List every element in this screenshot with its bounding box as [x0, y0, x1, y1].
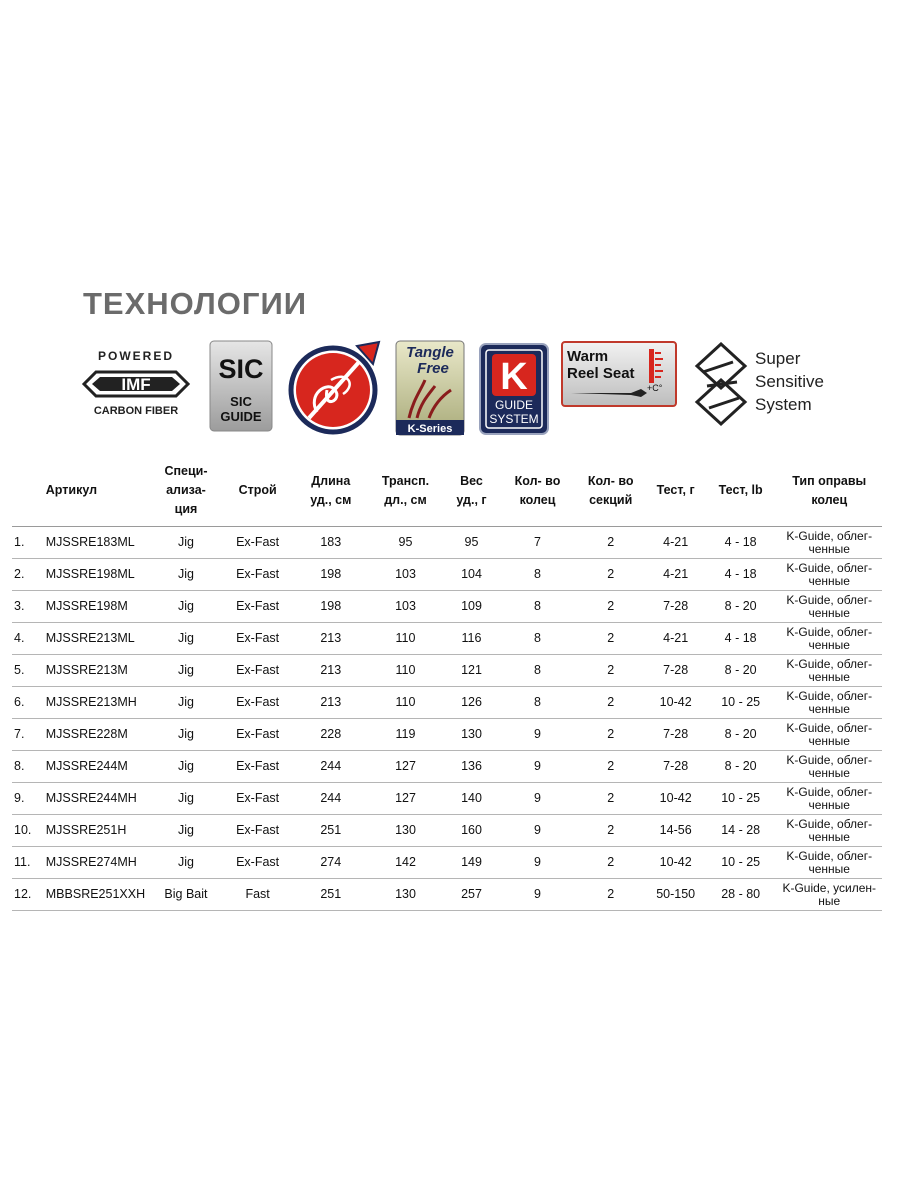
sss-line1-text: Super: [755, 349, 801, 368]
cell-weight: 160: [443, 815, 500, 847]
table-body: [12, 527, 882, 911]
cell-test-lb: 4 - 18: [705, 559, 777, 591]
rod-circle-logo: [287, 340, 382, 435]
kguide-line2-text: SYSTEM: [489, 412, 539, 426]
guide-type-text: ные: [818, 893, 841, 908]
cell-sections: 2: [575, 559, 647, 591]
cell-weight: 121: [443, 655, 500, 687]
cell-transport-length: 130: [368, 879, 443, 911]
cell-rings: 8: [500, 655, 575, 687]
imf-mid-text: IMF: [121, 375, 151, 394]
cell-guide-type: [776, 591, 882, 623]
cell-weight: 136: [443, 751, 500, 783]
header-col-article: [46, 455, 150, 527]
table-row: [12, 687, 882, 719]
cell-rings: 8: [500, 687, 575, 719]
cell-row-number: 8.: [12, 751, 46, 783]
guide-type-text: K-Guide, облег-: [786, 720, 873, 735]
cell-length: 228: [293, 719, 368, 751]
tangle-line2-text: Free: [417, 360, 449, 377]
cell-length: 213: [293, 655, 368, 687]
cell-test-g: 7-28: [647, 719, 705, 751]
cell-weight: 130: [443, 719, 500, 751]
cell-test-lb: 8 - 20: [705, 591, 777, 623]
header-col-weight: [443, 455, 500, 527]
cell-article: MJSSRE198M: [46, 591, 150, 623]
header-col-test-lb: [705, 455, 777, 527]
cell-row-number: 3.: [12, 591, 46, 623]
guide-type-text: ченные: [808, 541, 850, 556]
header-text: Тест, г: [656, 483, 695, 497]
cell-test-g: 4-21: [647, 527, 705, 559]
cell-article: MJSSRE251H: [46, 815, 150, 847]
tangle-series-text: K-Series: [407, 423, 453, 435]
sss-line3-text: System: [755, 395, 812, 414]
cell-row-number: 6.: [12, 687, 46, 719]
cell-row-number: 5.: [12, 655, 46, 687]
cell-specialization: Jig: [150, 847, 222, 879]
k-guide-system-logo: [478, 342, 550, 436]
cell-row-number: 1.: [12, 527, 46, 559]
cell-transport-length: 103: [368, 559, 443, 591]
guide-type-text: ченные: [808, 573, 850, 588]
sic-big-text: SIC: [218, 354, 264, 384]
cell-length: 244: [293, 783, 368, 815]
guide-type-text: ченные: [808, 637, 850, 652]
guide-type-text: ченные: [808, 605, 850, 620]
cell-test-g: 10-42: [647, 783, 705, 815]
guide-type-text: K-Guide, облег-: [786, 848, 873, 863]
cell-test-g: 4-21: [647, 623, 705, 655]
cell-length: 274: [293, 847, 368, 879]
cell-article: MJSSRE244MH: [46, 783, 150, 815]
specs-table: [12, 455, 882, 911]
cell-specialization: Jig: [150, 783, 222, 815]
header-text: Строй: [238, 483, 277, 497]
table-row: [12, 623, 882, 655]
cell-test-g: 4-21: [647, 559, 705, 591]
cell-rings: 8: [500, 559, 575, 591]
table-row: [12, 783, 882, 815]
cell-length: 198: [293, 591, 368, 623]
cell-rings: 8: [500, 623, 575, 655]
cell-test-lb: 10 - 25: [705, 783, 777, 815]
cell-guide-type: [776, 783, 882, 815]
table-row: [12, 751, 882, 783]
cell-weight: 126: [443, 687, 500, 719]
table-row: [12, 655, 882, 687]
cell-length: 198: [293, 559, 368, 591]
header-text: Тип оправы: [792, 473, 867, 488]
warm-reel-seat-logo: [561, 341, 677, 407]
cell-test-g: 10-42: [647, 687, 705, 719]
kguide-line1-text: GUIDE: [494, 398, 534, 412]
cell-test-lb: 14 - 28: [705, 815, 777, 847]
cell-specialization: Big Bait: [150, 879, 222, 911]
header-text: Вес: [460, 473, 483, 488]
cell-sections: 2: [575, 879, 647, 911]
cell-transport-length: 142: [368, 847, 443, 879]
sss-line2-text: Sensitive: [755, 372, 824, 391]
cell-transport-length: 110: [368, 623, 443, 655]
guide-type-text: ченные: [808, 861, 850, 876]
cell-test-g: 14-56: [647, 815, 705, 847]
guide-type-text: K-Guide, облег-: [786, 688, 873, 703]
cell-guide-type: [776, 847, 882, 879]
guide-type-text: K-Guide, облег-: [786, 560, 873, 575]
tangle-line1-text: Tangle: [406, 344, 454, 361]
cell-specialization: Jig: [150, 751, 222, 783]
cell-action: Ex-Fast: [222, 527, 294, 559]
cell-sections: 2: [575, 847, 647, 879]
header-text: Кол- во: [514, 473, 561, 488]
cell-article: MJSSRE213MH: [46, 687, 150, 719]
cell-rings: 9: [500, 783, 575, 815]
cell-sections: 2: [575, 751, 647, 783]
cell-action: Ex-Fast: [222, 687, 294, 719]
cell-length: 251: [293, 815, 368, 847]
cell-length: 244: [293, 751, 368, 783]
cell-length: 183: [293, 527, 368, 559]
cell-transport-length: 127: [368, 751, 443, 783]
cell-row-number: 11.: [12, 847, 46, 879]
cell-row-number: 10.: [12, 815, 46, 847]
guide-type-text: ченные: [808, 829, 850, 844]
cell-transport-length: 130: [368, 815, 443, 847]
cell-sections: 2: [575, 623, 647, 655]
guide-type-text: K-Guide, усилен-: [782, 880, 877, 895]
guide-type-text: K-Guide, облег-: [786, 592, 873, 607]
imf-bottom-text: CARBON FIBER: [93, 405, 179, 417]
cell-article: MJSSRE244M: [46, 751, 150, 783]
cell-test-g: 7-28: [647, 655, 705, 687]
guide-type-text: K-Guide, облег-: [786, 624, 873, 639]
guide-type-text: K-Guide, облег-: [786, 816, 873, 831]
header-col-sections: [575, 455, 647, 527]
cell-sections: 2: [575, 719, 647, 751]
table-row: [12, 815, 882, 847]
cell-guide-type: [776, 655, 882, 687]
cell-weight: 140: [443, 783, 500, 815]
cell-guide-type: [776, 815, 882, 847]
cell-action: Ex-Fast: [222, 783, 294, 815]
cell-length: 213: [293, 687, 368, 719]
cell-weight: 149: [443, 847, 500, 879]
header-text: Артикул: [45, 483, 98, 497]
header-text: ализа-: [166, 483, 206, 497]
imf-top-text: POWERED: [97, 349, 175, 363]
sic-line1-text: SIC: [230, 394, 252, 409]
guide-type-text: ченные: [808, 669, 850, 684]
cell-action: Ex-Fast: [222, 719, 294, 751]
cell-article: MJSSRE274MH: [46, 847, 150, 879]
header-text: секций: [589, 492, 633, 507]
cell-guide-type: [776, 527, 882, 559]
header-col-test-g: [647, 455, 705, 527]
cell-action: Ex-Fast: [222, 559, 294, 591]
cell-specialization: Jig: [150, 719, 222, 751]
cell-guide-type: [776, 879, 882, 911]
header-col-length: [293, 455, 368, 527]
cell-test-g: 7-28: [647, 751, 705, 783]
cell-weight: 95: [443, 527, 500, 559]
cell-guide-type: [776, 751, 882, 783]
cell-weight: 109: [443, 591, 500, 623]
header-text: ция: [174, 502, 198, 516]
cell-weight: 257: [443, 879, 500, 911]
cell-specialization: Jig: [150, 527, 222, 559]
guide-type-text: ченные: [808, 733, 850, 748]
cell-rings: 9: [500, 719, 575, 751]
cell-sections: 2: [575, 783, 647, 815]
header-text: колец: [519, 492, 556, 507]
cell-specialization: Jig: [150, 655, 222, 687]
sic-guide-logo: [209, 340, 273, 432]
cell-action: Ex-Fast: [222, 591, 294, 623]
imf-carbon-fiber-logo: [80, 348, 192, 426]
guide-type-text: K-Guide, облег-: [786, 784, 873, 799]
cell-test-lb: 10 - 25: [705, 687, 777, 719]
cell-weight: 116: [443, 623, 500, 655]
cell-action: Ex-Fast: [222, 623, 294, 655]
cell-action: Ex-Fast: [222, 847, 294, 879]
cell-test-lb: 28 - 80: [705, 879, 777, 911]
table-row: [12, 591, 882, 623]
cell-action: Ex-Fast: [222, 655, 294, 687]
cell-sections: 2: [575, 815, 647, 847]
cell-row-number: 9.: [12, 783, 46, 815]
cell-article: MJSSRE183ML: [46, 527, 150, 559]
cell-specialization: Jig: [150, 815, 222, 847]
cell-rings: 7: [500, 527, 575, 559]
cell-length: 213: [293, 623, 368, 655]
table-row: [12, 719, 882, 751]
cell-rings: 8: [500, 591, 575, 623]
header-text: Специ-: [164, 464, 208, 478]
header-text: Трансп.: [381, 473, 430, 488]
super-sensitive-system-logo: [693, 342, 853, 428]
cell-transport-length: 119: [368, 719, 443, 751]
header-text: уд., см: [310, 492, 352, 507]
header-col-num: [12, 455, 46, 527]
cell-rings: 9: [500, 847, 575, 879]
cell-test-lb: 10 - 25: [705, 847, 777, 879]
cell-transport-length: 95: [368, 527, 443, 559]
warm-line1-text: Warm: [567, 348, 609, 365]
header-text: колец: [811, 492, 848, 507]
cell-specialization: Jig: [150, 559, 222, 591]
page-title: ТЕХНОЛОГИИ: [83, 286, 308, 321]
header-text: дл., см: [384, 492, 427, 507]
cell-rings: 9: [500, 879, 575, 911]
cell-action: Ex-Fast: [222, 751, 294, 783]
cell-action: Ex-Fast: [222, 815, 294, 847]
guide-type-text: ченные: [808, 765, 850, 780]
cell-action: Fast: [222, 879, 294, 911]
cell-test-g: 10-42: [647, 847, 705, 879]
cell-transport-length: 127: [368, 783, 443, 815]
cell-weight: 104: [443, 559, 500, 591]
cell-sections: 2: [575, 527, 647, 559]
cell-test-lb: 4 - 18: [705, 527, 777, 559]
cell-test-lb: 4 - 18: [705, 623, 777, 655]
table-header-row: [12, 455, 882, 527]
guide-type-text: K-Guide, облег-: [786, 656, 873, 671]
guide-type-text: K-Guide, облег-: [786, 528, 873, 543]
cell-specialization: Jig: [150, 623, 222, 655]
cell-sections: 2: [575, 591, 647, 623]
sic-line2-text: GUIDE: [220, 409, 262, 424]
header-text: Тест, lb: [718, 483, 763, 497]
cell-sections: 2: [575, 687, 647, 719]
cell-test-lb: 8 - 20: [705, 719, 777, 751]
cell-row-number: 7.: [12, 719, 46, 751]
table-row: [12, 559, 882, 591]
cell-specialization: Jig: [150, 687, 222, 719]
cell-guide-type: [776, 559, 882, 591]
cell-test-g: 50-150: [647, 879, 705, 911]
cell-test-lb: 8 - 20: [705, 655, 777, 687]
cell-guide-type: [776, 719, 882, 751]
warm-temp-text: +C°: [647, 383, 663, 393]
cell-test-lb: 8 - 20: [705, 751, 777, 783]
guide-type-text: K-Guide, облег-: [786, 752, 873, 767]
technology-logos: [0, 330, 900, 440]
cell-article: MJSSRE213M: [46, 655, 150, 687]
guide-type-text: ченные: [808, 701, 850, 716]
cell-rings: 9: [500, 751, 575, 783]
cell-length: 251: [293, 879, 368, 911]
header-text: Длина: [311, 473, 351, 488]
cell-rings: 9: [500, 815, 575, 847]
cell-transport-length: 110: [368, 655, 443, 687]
k-letter-text: K: [500, 356, 528, 398]
cell-article: MJSSRE228M: [46, 719, 150, 751]
table-row: [12, 847, 882, 879]
cell-transport-length: 103: [368, 591, 443, 623]
header-text: уд., г: [456, 492, 487, 507]
table-row: [12, 879, 882, 911]
cell-transport-length: 110: [368, 687, 443, 719]
cell-specialization: Jig: [150, 591, 222, 623]
header-col-action: [222, 455, 294, 527]
header-text: Кол- во: [587, 473, 634, 488]
tangle-free-logo: [395, 340, 465, 436]
cell-article: MJSSRE213ML: [46, 623, 150, 655]
cell-row-number: 4.: [12, 623, 46, 655]
header-col-transport-length: [368, 455, 443, 527]
cell-row-number: 2.: [12, 559, 46, 591]
header-col-specialization: [150, 455, 222, 527]
cell-row-number: 12.: [12, 879, 46, 911]
header-col-guide-type: [776, 455, 882, 527]
header-col-rings: [500, 455, 575, 527]
table-row: [12, 527, 882, 559]
warm-line2-text: Reel Seat: [567, 365, 635, 382]
cell-article: MJSSRE198ML: [46, 559, 150, 591]
cell-article: MBBSRE251XXH: [46, 879, 150, 911]
cell-test-g: 7-28: [647, 591, 705, 623]
cell-guide-type: [776, 687, 882, 719]
guide-type-text: ченные: [808, 797, 850, 812]
cell-sections: 2: [575, 655, 647, 687]
cell-guide-type: [776, 623, 882, 655]
